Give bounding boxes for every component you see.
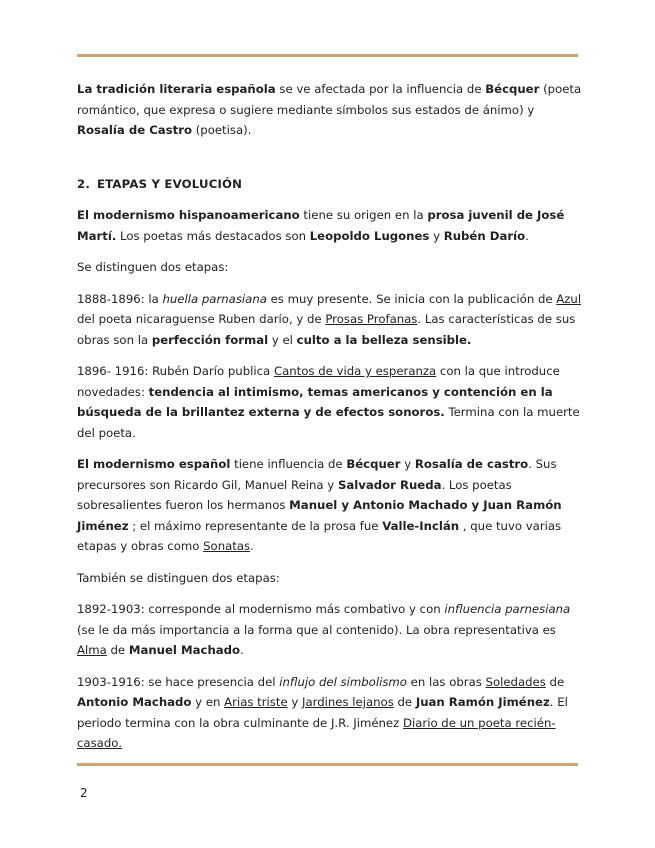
work-title-prosas-profanas: Prosas Profanas <box>325 312 418 326</box>
page-number: 2 <box>80 786 88 800</box>
paragraph-1896-1916: 1896- 1916: Rubén Darío publica Cantos de vida y esperanza con la que introduce novedades: tendencia al intimismo, temas americanos y contención en la búsqueda de la brillantez externa y de efectos sonoros. Termina con la muerte del poeta. <box>77 364 580 440</box>
work-title-cantos: Cantos de vida y esperanza <box>273 364 437 378</box>
work-title-soledades: Soledades <box>485 674 546 689</box>
paragraph-1903-1916: 1903-1916: se hace presencia del influjo del simbolismo en las obras Soledades de Antonio Machado y en Arias triste y Jardines lejanos de Juan Ramón Jiménez. El periodo termina con la obra culminante de J.R. Jiménez Diario de un poeta recién-casado. <box>77 674 568 750</box>
paragraph-modernismo-espanol: El modernismo español tiene influencia de Bécquer y Rosalía de castro. Sus precursores son Ricardo Gil, Manuel Reina y Salvador Rueda. Los poetas sobresalientes fueron los hermanos Manuel y Antonio Machado y Juan Ramón Jiménez ; el máximo representante de la prosa fue Valle-Inclán , que tuvo varias etapas y obras como Sonatas. <box>77 457 562 553</box>
paragraph-1888-1896: 1888-1896: la huella parnasiana es muy presente. Se inicia con la publicación de Azul del poeta nicaraguense Ruben darío, y de Prosas Profanas. Las características de sus obras son la perfección formal y el culto a la belleza sensible. <box>77 291 582 347</box>
paragraph-hispanoamericano: El modernismo hispanoamericano tiene su origen en la prosa juvenil de José Martí. Los poetas más destacados son Leopoldo Lugones y Rubén Darío. <box>77 208 565 243</box>
top-divider <box>77 54 578 57</box>
work-title-sonatas: Sonatas <box>203 539 251 553</box>
section-title: ETAPAS Y EVOLUCIÓN <box>96 176 243 191</box>
section-number: 2. <box>77 176 90 191</box>
document-body <box>77 79 582 754</box>
work-title-azul: Azul <box>556 291 582 306</box>
work-title-alma: Alma <box>77 643 107 657</box>
paragraph-1892-1903: 1892-1903: corresponde al modernismo más combativo y con influencia parnesiana (se le da más importancia a la forma que al contenido). La obra representativa es Alma de Manuel Machado. <box>77 602 571 657</box>
bottom-divider <box>77 763 578 766</box>
work-title-jardines-lejanos: Jardines lejanos <box>302 695 394 709</box>
paragraph-dos-etapas: Se distinguen dos etapas: <box>77 260 229 274</box>
paragraph-tradicion: La tradición literaria española se ve afectada por la influencia de Bécquer (poeta romántico, que expresa o sugiere mediante símbolos sus estados de ánimo) y Rosalía de Castro (poetisa). <box>77 82 582 137</box>
section-heading <box>77 174 582 195</box>
work-title-arias-triste: Arias triste <box>224 695 288 709</box>
paragraph-tambien-etapas: También se distinguen dos etapas: <box>77 570 280 585</box>
work-title-diario: Diario de un poeta recién-casado. <box>77 715 556 750</box>
